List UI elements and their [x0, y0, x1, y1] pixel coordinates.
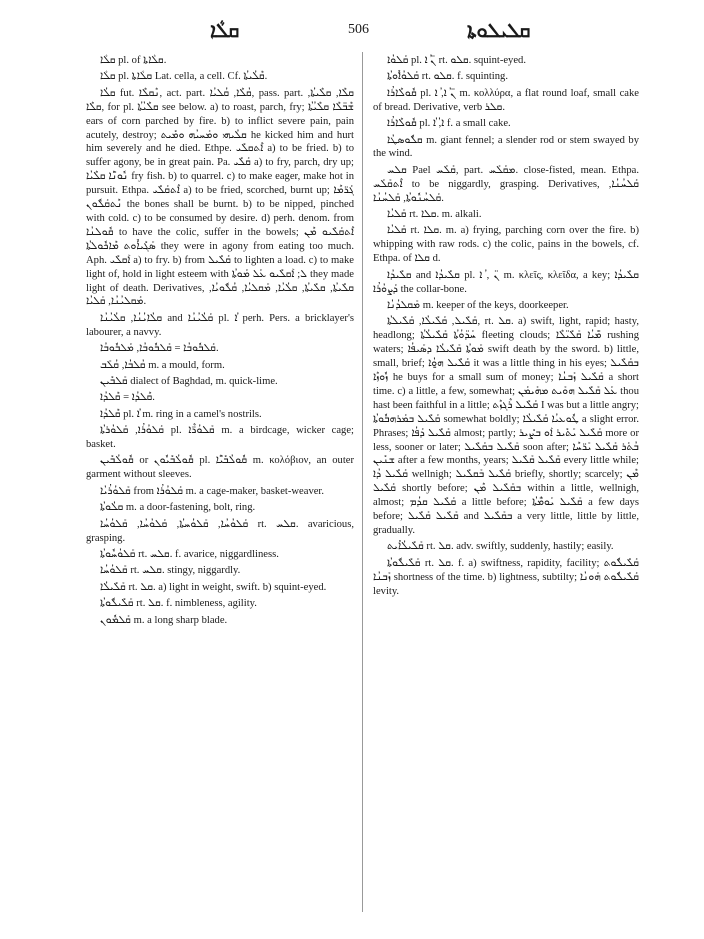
dictionary-entry: ܩܰܠܒܽܘܒܳܐ = ܩܰܠܒܽܘܒܳܐ, ܡܰܠܒܽܘܒܳܐ. — [100, 343, 219, 355]
page-header — [0, 18, 704, 48]
dictionary-entry: ܩܠܵܐ pl. ܩܠܵܐܬܐ Lat. cella, a cell. Cf. ܩܶܠܳܝܬܳܐ. — [100, 71, 268, 83]
dictionary-entry: ܩܽܘܠܶܐܪܳܐ pl. ܳܐ, ܳܐ f. a small cake. — [387, 118, 511, 130]
dictionary-entry: ܩܰܠܺܝܠܽܘܬܳܐ rt. ܩܠ. f. a) swiftness, rapidity, facility; ܩܰܠܺܝܠܽܘܬ ܙܰܒܢܳܐ shortness of the time. b) lightness, subtilty; ܩܰܠܺܝܠܽܘܬ ܗܰܘܢܳܐ levity. — [373, 557, 639, 597]
dictionary-entry: ܩܰܠܒܺܝܢ dialect of Baghdad, m. quick-lime. — [100, 375, 278, 387]
dictionary-entry: ܩܰܠܘܳܐܽܘܬܳܐ rt. ܩܠܘ. f. squinting. — [387, 71, 508, 83]
dictionary-entry: ܩܠܺܝܕܳܐ and ܩܠܺܝܕܳܐ pl. ܢ̈ , ܳܐ m. κλεῖς, κλεῖδα, a key; ܩܠܺܝܕܳܐ ܕܰܨܘܳܪܳܐ the collar-bone. — [373, 269, 639, 295]
dictionary-entry: ܩܰܠܘܳܪܳܝܳܐ from ܩܰܠܘܳܪܳܐ m. a cage-maker, basket-weaver. — [100, 485, 325, 497]
dictionary-entry: ܩܶܠܕܳܐ pl. ܳܐ m. ring in a camel's nostrils. — [100, 408, 262, 420]
dictionary-entry: ܩܰܠܡܽܘܢ m. a long sharp blade. — [100, 614, 228, 626]
dictionary-entry: ܩܰܠܘܳܚܳܐ, ܩܰܠܘܳܚܬܳܐ, ܩܰܠܘܳܚܳܐ, ܩܰܠܘܳܚܳܐ rt. ܩܠܚ. avaricious, grasping. — [86, 518, 354, 544]
dictionary-entry: ܩܰܠܘܳܚܽܘܬܳܐ rt. ܩܠܚ. f. avarice, niggardliness. — [100, 548, 279, 560]
dictionary-entry: ܡܰܩܠܕܳܢܳܐ m. keeper of the keys, doorkeeper. — [387, 300, 569, 311]
column-divider — [362, 52, 363, 912]
right-column — [373, 54, 639, 601]
dictionary-entry: ܩܽܘܠܳܒܺܝܢ or ܩܽܘܠܳܒܺܝܽܘܢ pl. ܩܽܘܠܳܒܺܝ̈ܶܐ m. κολόβιον, an outer garment without sleeves. — [86, 455, 354, 481]
left-guide-word: ܩܠܵܐ — [210, 18, 240, 42]
dictionary-entry: ܩܠܳܘܬܳܐ m. a door-fastening, bolt, ring. — [100, 502, 256, 514]
dictionary-entry: ܩܰܠܺܝܠܳܐܺܝܬ rt. ܩܠ. adv. swiftly, suddenly, hastily; easily. — [387, 541, 614, 553]
dictionary-entry: ܩܠܵܐ pl. of ܩܠܵܐܬܐ. — [100, 55, 167, 66]
page-number: 506 — [348, 22, 369, 37]
left-column — [86, 54, 354, 630]
dictionary-entry: ܩܠܳܐ fut. ܢܶܩܠܶܐ, act. part. ܩܳܠܶܐ, ܩܳܠܝܳܐ, pass. part. ܩܠܶܐ, ܩܠܶܝܬܳܐ, ܩܠܶܐ, for pl. ܩܠܶܝܳܬܳܐ see below. a) to roast, parch, fry; ܫܶܒ̈ܠܶܐ ܩܠܶܝܳܬܳܐ ears of corn parched by fire. b) to inflict severe pain, pain acutely, destroy; ܩܠܳܝܗܝ ܘܡܰܚܝܳܗ ܘܡܺܝܬ he kicked him and hurt him severely and he died. Ethpe. ܐܶܬܩܠܺܝ a) to be fried. b) to suffer agony, be in great pain. Pa. ܩܰܠܺܝ a) to fry, parch, dry up; ܢܽܘܢ̈ܶܐ ܩܠܶܝܳܐ fry fish. b) to quarrel. c) to make eager, make hot in pursuit. Ethpa. ܐܶܬܩܰܠܺܝ a) to be fried, scorched, burnt up; ܓܰܪ̈ܡܶܐ ܢܶܬܩܰܠܽܘܢ the bones shall be burnt. b) to be nipped, pinched with cold. c) to be consumed by desire. d) perh. denom. from ܩܽܘܠܢܳܐ to have the colic, suffer in the bowels; ܐܶܬܩܰܠܺܝܘ ܡܶܢ ܣܰܓܺܝܐܽܘܬ ܡܶܐܟܽܘܠܬܳܐ they were in agony from eating too much. Aph. ܐܰܩܠܺܝ a) to fry. b) from ܩܰܠܺܝܠ to lighten a load. c) to make light of, hold in light esteem with ܠ; ܐܰܩܠܺܝܘ ܥܰܠ ܡܰܘܬܳܐ they made light of death. Derivatives, ܩܠܺܝܬܳܐ, ܩܠܺܝܬܳܐ, ܩܠܳܝܳܐ, ܡܰܩܠܝܳܐ, ܩܳܠܽܘܝܳܐ, ܡܰܩܠܝܳܢܳܐ, ܩܰܠܝܳܐ. — [86, 87, 355, 308]
dictionary-entry: ܩܠܚ Pael ܩܰܠܰܚ, part. ܡܩܰܠܰܚ. close-fisted, mean. Ethpa. ܐܶܬܩܰܠܰܚ to be niggardly, grasping. Derivatives, ܩܰܠܚܳܢܳܐ, ܩܰܠܚܳܢܽܘܬܳܐ, ܩܰܠܚܳܢܳܐ. — [373, 164, 639, 204]
dictionary-entry: ܩܰܠܺܝܠܳܐ rt. ܩܠ. a) light in weight, swift. b) squint-eyed. — [100, 581, 327, 593]
dictionary-entry: ܩܽܘܠܶܐܪܳܐ pl. ܢ̈ ܳܐ, ܳܐ m. κολλύρα, a flat round loaf, small cake of bread. Derivative, verb ܩܠܪ. — [373, 87, 640, 113]
dictionary-entry: ܩܠܳܐܝܳܢܳܐ, ܩܠܳܝܳܢܳܐ and ܩܰܠܳܝܳܢܳܐ pl. ܳܐ perh. Pers. a bricklayer's labourer, a navvy. — [86, 312, 354, 338]
dictionary-entry: ܩܰܠܺܝܠܽܘܬܳܐ rt. ܩܠ. f. nimbleness, agility. — [100, 598, 257, 610]
right-guide-word: ܩܠܝܠܘܬܐ — [467, 18, 531, 42]
dictionary-entry: ܩܳܠܒܳܐ, ܩܳܠܰܒ m. a mould, form. — [100, 359, 225, 371]
dictionary-entry: ܩܰܠܘܳܐ pl. ܢ̈ ܳܐ rt. ܩܠܘ. squint-eyed. — [387, 55, 526, 66]
dictionary-entry: ܩܠܽܘܣܛܳܐ m. giant fennel; a slender rod or stem swayed by the wind. — [373, 134, 639, 160]
dictionary-entry: ܩܰܠܺܝܠ, ܩܰܠܺܝܠܳܐ, ܩܰܠܺܝܠܬܳܐ, rt. ܩܠ. a) swift, light, rapid; hasty, headlong; ܚܰܕ̈ܘܳܬܳܐ ܩܰܠܺܝܠܳܬܳܐ fleeting clouds; ܡ̈ܰܝܳܐ ܩܰܠܺܝ̈ܠܶܐ rushing waters; ܡܰܘܬܳܐ ܩܰܠܺܝܠܳܐ ܕܣܰܝܦܳܐ swift death by the sword. b) little, small, brief; ܩܰܠܺܝܠ ܗ̱ܘܳܐ it was a little thing in his eyes; ܒܩܰܠܺܝܠ ܙܽܘܙܶܐ he buys for a small sum of money; ܩܰܠܺܝܠ ܙܰܒܢܳܐ a short time. c) a little, a few, somewhat; ܥܰܠ ܩܰܠܺܝܠ ܗܘܰܝܬ ܡܗܰܝܡܰܢ thou hast been faithful in a little; ܩܰܠܺܝܠ ܪܶܓܙܶܬ I was but a little angry; ܩܰܠܺܝܠ ܒܡܰܪܗܒܽܘܬܳܐ somewhat boldly; ܛܽܘܥܝܳܐ ܩܰܠܺܝܠܳܐ a slight error. Phrases; ܩܰܠܺܝܠ ܕܰܦܳܐ almost; partly; ܩܰܠܺܝܠ ܝܰܬܺܝܪ ܐܰܘ ܒܨܺܝܪ more or less, sooner or later; ܩܰܠܺܝܠ ܒܩܰܠܺܝܠ soon after; ܒܳܬܰܪ ܩܰܠܺܝܠ ܝܰܪ̈ܚܶܐ ܫܢܺܝܢ after a few months, years; ܩܰܠܺܝܠ ܩܰܠܺܝܠ every little while; ܩܰܠܺܝܠ ܕܳܐ wellnigh; ܩܰܠܺܝܠ ܒܰܩܠܺܝܠ briefly, shortly; scarcely; ܡܶܢ ܩܰܠܺܝܠ shortly before; ܒܩܰܠܺܝܠ ܡܶܢ within a little, wellnigh, almost; ܩܰܠܺܝܠ ܩܕܳܡ a little before; ܩܰܠܺܝܠ ܝܰܘܡ̈ܳܬܳܐ a few days before; ܩܰܠܺܝܠ ܩܰܠܺܝܠ and ܒܩܰܠܺܝܠ a very little, little by little, gradually. — [373, 316, 640, 536]
dictionary-entry: ܩܰܠܘܳܪܳܐ, ܩܰܠܘܳܪܬܳܐ pl. ܩܰܠܘܳܪ̈ܶܐ m. a birdcage, wicker cage; basket. — [86, 425, 354, 451]
dictionary-entry: ܩܰܠܘܳܚܳܐ rt. ܩܠܚ. stingy, niggardly. — [100, 565, 241, 577]
dictionary-entry: ܩܶܠܕܳܐ = ܩܶܠܕܳܐ. — [100, 392, 155, 404]
dictionary-entry: ܩܰܠܝܳܐ rt. ܩܠܐ. m. a) frying, parching corn over the fire. b) whipping with raw rods. c) the colic, pains in the bowels, cf. Ethpa. of ܩܠܐ d. — [373, 225, 640, 265]
dictionary-entry: ܩܰܠܝܳܐ rt. ܩܠܐ. m. alkali. — [387, 209, 482, 221]
